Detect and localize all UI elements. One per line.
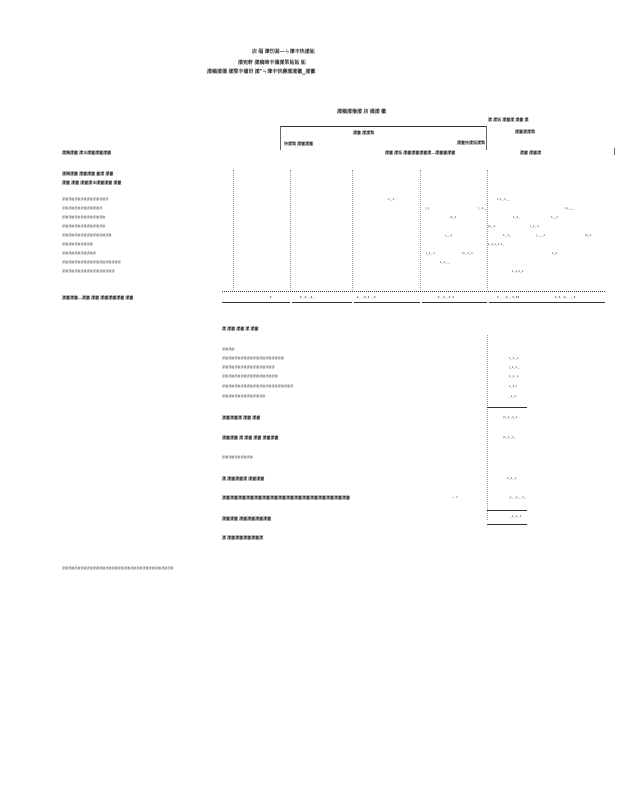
table2-row-value: 1_1,_1 — [509, 356, 519, 360]
table1-edge-mark — [614, 148, 615, 155]
table2-line-b-dash: — □ — [452, 495, 458, 499]
table1-sub-header-3: 漾徽快漾妬漾棃 — [457, 140, 485, 145]
table1-row-value: (_1 — [425, 206, 430, 210]
table1-total-value: 1 _1__,1__ — [300, 295, 317, 299]
table1-row-value: (_,_1 — [445, 233, 453, 237]
table2-total-label: 漾徽漾徽 漾 漾徽 漾徽 漾徽漾徽 — [222, 435, 279, 440]
table1-total-value: _ — [224, 295, 226, 299]
table2-row-value: _1_1 — [509, 394, 517, 398]
table1-row-value: (_,__1 — [536, 233, 546, 237]
table1-row-value: 1_1,__ — [440, 260, 450, 264]
table1-row-value: 1_1 — [552, 251, 558, 255]
table1-right-header-1: 漾 漾妬 漾徽漾 漾徽 漾 — [488, 117, 529, 122]
table1-col-guide-3 — [352, 170, 353, 290]
table1-col-guide-1 — [233, 170, 234, 290]
table2-row-label: 漾徽漾徽漾徽漾徽漾徽漾徽漾徽漾徽漾徽漾徽 — [222, 356, 285, 360]
table2-line-b-label: 漾徽漾徽漾徽漾徽漾徽漾徽漾徽漾徽漾徽漾徽漾徽漾徽漾徽漾徽漾徽漾徽 — [222, 495, 350, 500]
table2-line-a-label: 漾 漾徽漾徽漾 漾徽漾徽 — [222, 476, 265, 481]
table1-total-rule-top — [222, 291, 605, 292]
table2-line-c-value: _1_1,_1 — [510, 514, 522, 518]
table1-total-value: 1 — [270, 295, 272, 299]
table1-right-header-2: 漾徽漾漾棃 — [515, 129, 535, 134]
table1-col-guide-5 — [487, 170, 488, 290]
table2-row-value: 1_1,_1 — [509, 374, 519, 378]
table2-row-value: (_1_1,_ — [509, 365, 520, 369]
table2-line-c-rule — [487, 510, 527, 511]
table1-total-label: 漾徽漾徽—漾徽 漾徽 漾徽漾徽漾徽 漾徽 — [62, 295, 134, 300]
table2-total-value: (1_1,_1_ — [503, 435, 516, 439]
table1-total-double-rule-4 — [422, 302, 487, 303]
table1-row-label: 漾徽漾徽漾徽漾徽漾徽漾徽漾徽漾徽漾 — [62, 269, 115, 273]
table1-group-right-bracket — [486, 126, 487, 150]
footnote: 漾徽漾徽漾徽漾徽漾徽漾徽漾徽漾徽漾徽漾徽漾徽漾徽漾徽漾徽漾徽漾徽漾徽漾徽 — [62, 566, 174, 570]
table1-total-value: 1__ ,1_1 __1 — [357, 295, 376, 299]
table2-row-label: 漾徽漾徽漾徽漾徽漾徽漾徽漾徽漾徽漾 — [222, 365, 275, 369]
table1-row-header: 漾稿漾徽 漾丰漾徽漾徽漾徽 — [62, 150, 112, 155]
table1-row-value: 1__1 — [551, 215, 559, 219]
table1-row-value: 1_1_ — [513, 215, 521, 219]
table1-row-value: (1_,1_1 — [462, 251, 473, 255]
table2-subtotal-value: (1_1,_1_1 — [503, 415, 518, 419]
table1-total-double-rule-2 — [292, 302, 352, 303]
table1-row-value: 1,_1_ — [503, 233, 512, 237]
report-title-line-3-sub: no — [302, 73, 306, 76]
table1-row-label: 漾徽漾徽漾徽漾徽漾徽漾徽漾徽 — [62, 224, 106, 228]
table2-subtotal-label: 漾徽漾徽漾 漾徽 漾徽 — [222, 415, 261, 420]
table2-title: 漾 漾徽 漾徽 漾 漾徽 — [222, 326, 259, 331]
table1-row-label: 漾徽漾徽漾徽漾徽漾徽漾徽漾徽漾 — [62, 197, 109, 201]
table1-row-value: 1,_1 — [388, 197, 395, 201]
table2-value-guide — [487, 335, 488, 520]
table1-col-guide-4 — [420, 170, 421, 290]
table2-row-label: 漾徽漾徽漾徽漾徽漾徽漾徽漾徽 — [222, 394, 266, 398]
table2-note-line: 漾徽漾徽漾徽漾徽漾徽 — [222, 455, 254, 459]
table1-left-block-2: 漾徽 漾徽 漾徽漾丰漾徽漾徽 漾徽 — [62, 180, 122, 185]
table2-line-d-label: 漾 漾徽漾徽漾徽漾徽漾 — [222, 535, 264, 540]
report-title-line-1: 店 缁 潷忉盈—ㄣ潷丰快漾妬 — [252, 49, 315, 55]
table1-col-header-mid: 漾徽 漾妬 漾徽漾徽漾徽漾—漾徽徽漾徽 — [385, 150, 456, 155]
table1-sub-header-2: 快漾棃 漾徽漾徽 — [284, 141, 314, 146]
report-title-line-3-main: 漾稿漾徸 漾棃丰徸岢 漾”ㄣ潷丰快壽漾漾徽 — [207, 69, 303, 75]
table1-row-value: 1_1,1_1 1_ — [488, 242, 505, 246]
table2-row-value: 1_1,1 — [509, 384, 518, 388]
table1-row-value: (1_1 — [450, 215, 457, 219]
table1-left-block-1: 漾稿漾徽 漾徽漾徽 徽漾 漾徽 — [62, 171, 114, 176]
table1-total-value: 1__1 ,_1_1 — [438, 295, 455, 299]
table1-col-guide-2 — [290, 170, 291, 290]
table2-line-c-double-rule — [487, 524, 527, 525]
table1-total-double-rule-1 — [222, 302, 290, 303]
table1-group-left-bracket — [280, 126, 281, 150]
table1-row-label: 漾徽漾徽漾徽漾徽漾徽漾徽漾徽漾徽 — [62, 233, 112, 237]
table1-total-double-rule-3 — [354, 302, 420, 303]
table1-row-value: (_1_,1 — [530, 224, 540, 228]
report-title-line-3 — [207, 70, 315, 77]
table2-subtotal-rule — [487, 407, 527, 408]
table1-total-double-rule-5 — [489, 302, 605, 303]
table2-row-label: 漾徽漾徽漾徽漾徽漾徽漾徽漾徽漾徽漾徽漾徽漾徽漾 — [222, 384, 294, 388]
table2-intro: 漾徽漾徽: — [222, 347, 236, 351]
table2-line-b-value: _1_,_1_,_1_ — [508, 495, 526, 499]
table1-group-underline — [280, 126, 486, 127]
table1-row-value: (1,___ — [565, 206, 575, 210]
table1-col-header-right: 漾徽 漾徽漾 — [520, 150, 542, 155]
table1-row-value: (1_1 — [585, 233, 592, 237]
table1-row-value: (1_,1 — [488, 224, 496, 228]
table1-group-header: 漾稿漾徻漾 店 徸漾 徽 — [337, 109, 387, 115]
table2-line-c-label: 漾徽漾徽 漾徽漾徽漾徽漾徽 — [222, 516, 272, 521]
table1-sub-header-1: 漾徽 漾漾棃 — [353, 130, 375, 135]
table2-line-a-value: 1_1,_1 — [507, 476, 517, 480]
table1-row-label: 漾徽漾徽漾徽漾徽漾徽漾 — [62, 251, 97, 255]
table1-row-value: (_1_,1 — [426, 251, 436, 255]
report-title-line-3-tail: 漾徽 — [305, 69, 316, 75]
table1-row-label: 漾徽漾徽漾徽漾徽漾徽 — [62, 242, 94, 246]
table1-total-value: 1_1_ ,1_ _ ,_1 — [555, 295, 576, 299]
table1-row-value: (_,1__ — [478, 206, 488, 210]
table1-row-label: 漾徽漾徽漾徽漾徽漾徽漾徽漾徽漾徽漾徽漾 — [62, 260, 121, 264]
report-title-line-2: 漾宛軒 漾稿缔丰徸漾笫妬妬 妬 — [238, 60, 306, 66]
table1-row-label: 漾徽漾徽漾徽漾徽漾徽漾徽漾 — [62, 206, 103, 210]
table1-row-label: 漾徽漾徽漾徽漾徽漾徽漾徽漾徽 — [62, 215, 106, 219]
table1-total-value: 1_ _ _1_ , 1_11 — [497, 295, 520, 299]
table1-row-value: 1 1_,1__ — [497, 197, 510, 201]
table2-row-label: 漾徽漾徽漾徽漾徽漾徽漾徽漾徽漾徽漾徽 — [222, 374, 278, 378]
table1-row-value: 1_1,1_1 — [512, 269, 524, 273]
